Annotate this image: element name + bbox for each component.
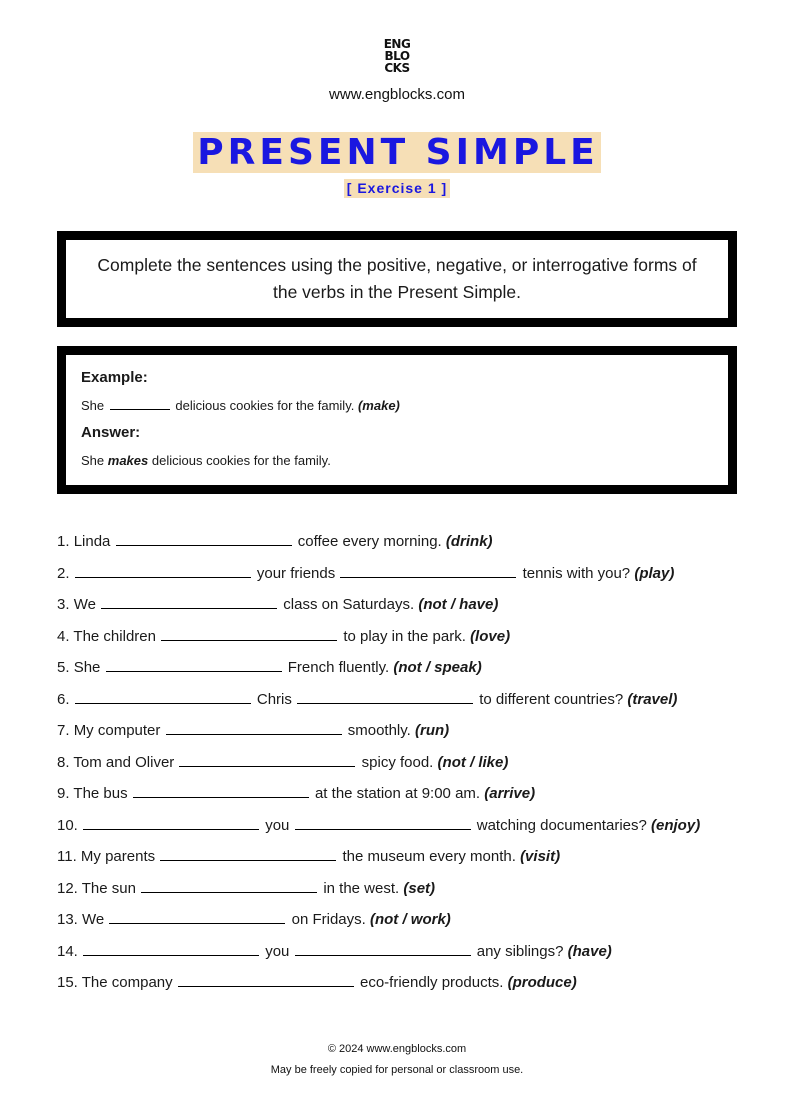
question-item	[57, 719, 757, 751]
question-text: to play in the park.	[343, 627, 466, 645]
verb-hint: (run)	[414, 722, 450, 739]
question-item	[57, 940, 757, 972]
question-text: eco-friendly products.	[360, 974, 504, 991]
engblocks-logo	[0, 38, 794, 74]
example-after: delicious cookies for the family.	[175, 398, 355, 413]
example-blank	[110, 398, 170, 410]
answer-blank[interactable]	[340, 562, 516, 578]
question-item	[57, 562, 757, 594]
question-item	[57, 782, 757, 814]
question-item	[57, 814, 757, 846]
example-before: She	[81, 398, 105, 413]
question-text: watching documentaries?	[476, 816, 647, 834]
question-text: you	[265, 942, 290, 960]
question-text: Tom and Oliver	[73, 753, 175, 771]
question-number: 11.	[57, 848, 77, 865]
question-number: 5.	[57, 659, 70, 676]
question-text: My parents	[80, 848, 156, 865]
question-text: The company	[81, 974, 173, 991]
question-text: to different countries?	[479, 690, 624, 708]
question-text: French fluently.	[287, 659, 390, 676]
verb-hint: (not / work)	[369, 911, 451, 928]
answer-blank[interactable]	[179, 751, 355, 767]
question-item	[57, 751, 757, 783]
question-text: coffee every morning.	[297, 533, 442, 550]
question-text: any siblings?	[476, 942, 564, 960]
answer-blank[interactable]	[178, 971, 354, 987]
question-number: 3.	[57, 596, 70, 613]
question-number: 9.	[57, 785, 70, 802]
answer-blank[interactable]	[106, 656, 282, 672]
question-text: at the station at 9:00 am.	[314, 785, 481, 802]
example-verb: (make)	[357, 398, 400, 413]
question-text: on Fridays.	[291, 911, 366, 928]
verb-hint: (not / speak)	[393, 659, 482, 676]
question-number: 12.	[57, 879, 78, 897]
question-text: the museum every month.	[342, 848, 516, 865]
question-number: 13.	[57, 911, 78, 928]
question-text: Chris	[256, 690, 292, 708]
answer-blank[interactable]	[297, 688, 473, 704]
logo-line: ENG	[383, 37, 411, 51]
question-item	[57, 625, 757, 657]
example-box	[57, 346, 737, 494]
answer-blank[interactable]	[83, 940, 259, 956]
question-item	[57, 877, 757, 909]
question-list	[57, 530, 757, 1003]
answer-blank[interactable]	[116, 530, 292, 546]
answer-blank[interactable]	[166, 719, 342, 735]
verb-hint: (love)	[470, 627, 511, 645]
question-text: We	[73, 596, 96, 613]
question-text: My computer	[73, 722, 161, 739]
question-number: 6.	[57, 690, 70, 708]
instructions-text: Complete the sentences using the positive, negative, or interrogative forms of the verbs in the Present Simple.	[97, 255, 697, 302]
question-number: 8.	[57, 753, 70, 771]
question-item	[57, 845, 757, 877]
instructions-box	[57, 231, 737, 327]
logo-line: BLO	[384, 49, 410, 63]
verb-hint: (play)	[634, 564, 675, 582]
answer-heading: Answer:	[81, 424, 141, 441]
answer-blank[interactable]	[75, 562, 251, 578]
answer-blank[interactable]	[141, 877, 317, 893]
answer-sentence	[81, 453, 713, 469]
answer-blank[interactable]	[75, 688, 251, 704]
verb-hint: (visit)	[520, 848, 561, 865]
example-sentence	[81, 398, 713, 414]
question-number: 14.	[57, 942, 78, 960]
exercise-label: [ Exercise 1 ]	[344, 179, 450, 198]
footer-license: May be freely copied for personal or classroom use.	[270, 1064, 524, 1076]
verb-hint: (not / like)	[437, 753, 509, 771]
question-number: 1.	[57, 533, 70, 550]
question-number: 4.	[57, 627, 70, 645]
question-text: your friends	[256, 564, 336, 582]
question-text: She	[73, 659, 101, 676]
example-heading: Example:	[81, 369, 148, 386]
verb-hint: (have)	[567, 942, 612, 960]
question-number: 7.	[57, 722, 70, 739]
question-text: in the west.	[323, 879, 400, 897]
verb-hint: (not / have)	[418, 596, 499, 613]
question-item	[57, 971, 757, 1003]
answer-word: makes	[107, 453, 149, 468]
answer-blank[interactable]	[133, 782, 309, 798]
verb-hint: (arrive)	[484, 785, 536, 802]
question-text: The children	[73, 627, 156, 645]
verb-hint: (enjoy)	[651, 816, 701, 834]
verb-hint: (drink)	[445, 533, 493, 550]
answer-before: She	[81, 453, 105, 468]
question-text: smoothly.	[347, 722, 411, 739]
answer-blank[interactable]	[295, 814, 471, 830]
question-text: class on Saturdays.	[283, 596, 415, 613]
question-number: 10.	[57, 816, 78, 834]
footer-copyright: © 2024 www.engblocks.com	[327, 1043, 467, 1055]
question-text: tennis with you?	[522, 564, 631, 582]
logo-line: CKS	[384, 61, 410, 75]
site-url: www.engblocks.com	[329, 86, 465, 103]
question-text: spicy food.	[361, 753, 434, 771]
question-text: The sun	[81, 879, 136, 897]
verb-hint: (travel)	[627, 690, 678, 708]
question-number: 2.	[57, 564, 70, 582]
question-text: Linda	[73, 533, 111, 550]
question-item	[57, 908, 757, 940]
verb-hint: (produce)	[507, 974, 577, 991]
answer-blank[interactable]	[101, 593, 277, 609]
question-item	[57, 530, 757, 562]
answer-blank[interactable]	[295, 940, 471, 956]
answer-after: delicious cookies for the family.	[151, 453, 331, 468]
question-item	[57, 656, 757, 688]
question-text: you	[265, 816, 290, 834]
answer-blank[interactable]	[83, 814, 259, 830]
question-item	[57, 688, 757, 720]
question-number: 15.	[57, 974, 78, 991]
question-item	[57, 593, 757, 625]
question-text: We	[82, 911, 105, 928]
question-text: The bus	[73, 785, 128, 802]
answer-blank[interactable]	[160, 845, 336, 861]
verb-hint: (set)	[403, 879, 436, 897]
page-title: PRESENT SIMPLE	[193, 132, 601, 173]
answer-blank[interactable]	[161, 625, 337, 641]
answer-blank[interactable]	[109, 908, 285, 924]
